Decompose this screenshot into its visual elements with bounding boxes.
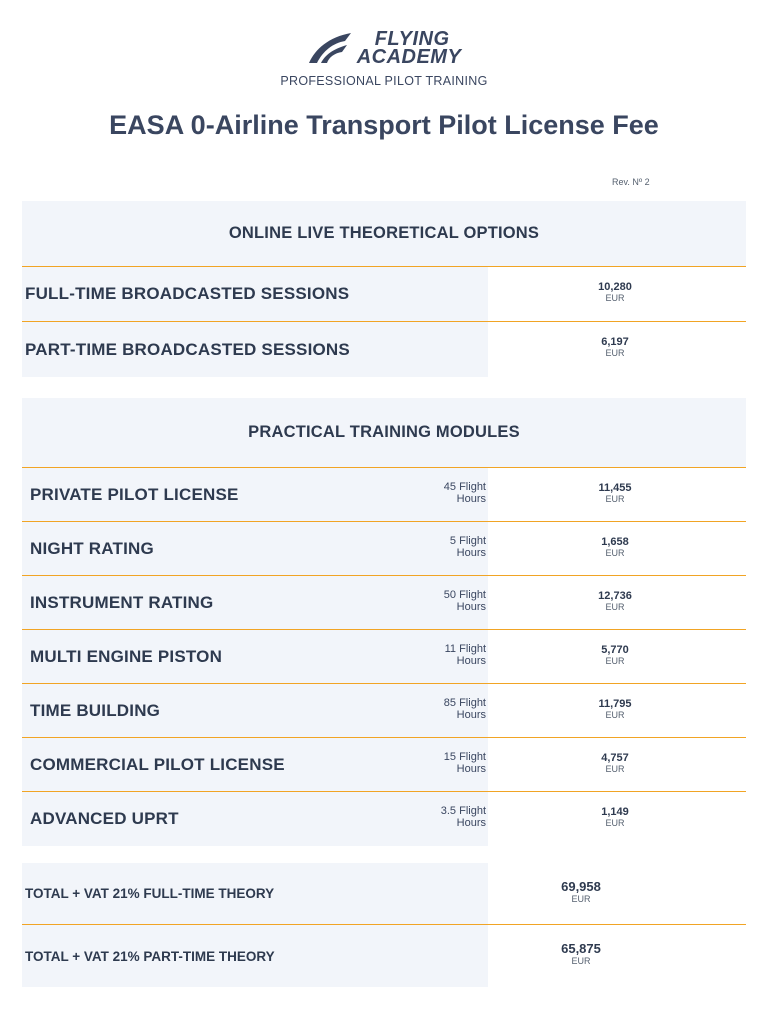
- hours-line-1: 5 Flight: [449, 535, 486, 547]
- table-row: [22, 267, 746, 322]
- row-name: NIGHT RATING: [30, 538, 154, 558]
- flight-hours: [450, 535, 486, 559]
- price-currency: EUR: [605, 548, 625, 558]
- total-name: TOTAL + VAT 21% PART-TIME THEORY: [25, 948, 275, 964]
- table-row: [22, 738, 746, 792]
- flight-hours: [444, 697, 486, 721]
- row-name: ADVANCED UPRT: [30, 809, 179, 828]
- hours-line-2: Hours: [456, 547, 486, 559]
- row-name: PRIVATE PILOT LICENSE: [30, 484, 239, 504]
- price-amount: 65,875: [561, 941, 601, 956]
- hours-line-1: 11 Flight: [444, 643, 486, 655]
- row-price: [600, 536, 630, 558]
- hours-line-2: Hours: [456, 709, 486, 721]
- flight-hours: [445, 643, 486, 667]
- table-row: [22, 468, 746, 522]
- row-price: [600, 806, 630, 828]
- price-currency: EUR: [605, 710, 625, 720]
- row-price: [600, 698, 630, 720]
- price-currency: EUR: [605, 293, 625, 303]
- price-currency: EUR: [605, 656, 625, 666]
- table-row: [22, 522, 746, 576]
- price-currency: EUR: [605, 818, 625, 828]
- total-row: [22, 925, 746, 987]
- row-name: MULTI ENGINE PISTON: [30, 646, 223, 666]
- price-amount: 69,958: [561, 879, 601, 894]
- table-row: [22, 322, 746, 377]
- price-amount: 1,658: [601, 536, 629, 548]
- table-row: [22, 630, 746, 684]
- practical-section-heading: PRACTICAL TRAINING MODULES: [22, 398, 746, 468]
- price-currency: EUR: [571, 956, 591, 966]
- price-currency: EUR: [605, 348, 625, 358]
- total-price: [556, 879, 606, 904]
- price-currency: EUR: [571, 894, 591, 904]
- hours-line-2: Hours: [456, 655, 486, 667]
- hours-line-1: 15 Flight: [443, 751, 486, 763]
- hours-line-2: Hours: [456, 763, 486, 775]
- row-name: INSTRUMENT RATING: [30, 592, 214, 612]
- logo-line-1: FLYING: [374, 28, 450, 50]
- logo-tagline: PROFESSIONAL PILOT TRAINING: [280, 74, 488, 88]
- table-row: [22, 684, 746, 738]
- total-row: [22, 863, 746, 925]
- price-amount: 12,736: [598, 590, 632, 602]
- totals-table: [22, 863, 746, 987]
- revision-label: Rev. Nº 2: [612, 177, 650, 187]
- logo-mark: [307, 30, 462, 66]
- logo-line-2: ACADEMY: [356, 46, 462, 68]
- total-name: TOTAL + VAT 21% FULL-TIME THEORY: [25, 886, 275, 901]
- flight-hours: [444, 589, 486, 613]
- flight-hours: [444, 481, 486, 505]
- table-row: [22, 792, 746, 846]
- hours-line-2: Hours: [456, 493, 486, 505]
- flight-hours: [441, 805, 486, 829]
- price-amount: 6,197: [601, 336, 629, 348]
- row-price: [600, 644, 630, 666]
- price-amount: 10,280: [598, 281, 632, 293]
- wing-icon: [307, 31, 351, 65]
- hours-line-2: Hours: [456, 601, 486, 613]
- row-name: TIME BUILDING: [30, 700, 161, 720]
- theory-options-table: [22, 201, 746, 377]
- hours-line-2: Hours: [456, 817, 486, 829]
- row-price: [600, 336, 630, 358]
- row-price: [600, 590, 630, 612]
- price-amount: 4,757: [601, 752, 629, 764]
- price-currency: EUR: [605, 494, 625, 504]
- academy-logo: [0, 30, 768, 88]
- price-currency: EUR: [605, 764, 625, 774]
- row-price: [600, 482, 630, 504]
- hours-line-1: 50 Flight: [443, 589, 486, 601]
- hours-line-1: 3.5 Flight: [440, 805, 486, 817]
- hours-line-1: 85 Flight: [443, 697, 486, 709]
- row-price: [600, 281, 630, 303]
- row-name: PART-TIME BROADCASTED SESSIONS: [25, 339, 350, 359]
- flight-hours: [444, 751, 486, 775]
- row-price: [600, 752, 630, 774]
- price-amount: 11,455: [598, 482, 632, 494]
- theory-section-heading: ONLINE LIVE THEORETICAL OPTIONS: [22, 201, 746, 267]
- practical-modules-table: [22, 398, 746, 846]
- table-row: [22, 576, 746, 630]
- row-name: FULL-TIME BROADCASTED SESSIONS: [25, 284, 350, 303]
- price-currency: EUR: [605, 602, 625, 612]
- price-amount: 1,149: [601, 806, 629, 818]
- hours-line-1: 45 Flight: [443, 481, 486, 493]
- price-amount: 5,770: [601, 644, 629, 656]
- price-amount: 11,795: [598, 698, 632, 710]
- page-title: EASA 0-Airline Transport Pilot License Fee: [109, 110, 659, 140]
- total-price: [556, 941, 606, 966]
- row-name: COMMERCIAL PILOT LICENSE: [30, 754, 285, 774]
